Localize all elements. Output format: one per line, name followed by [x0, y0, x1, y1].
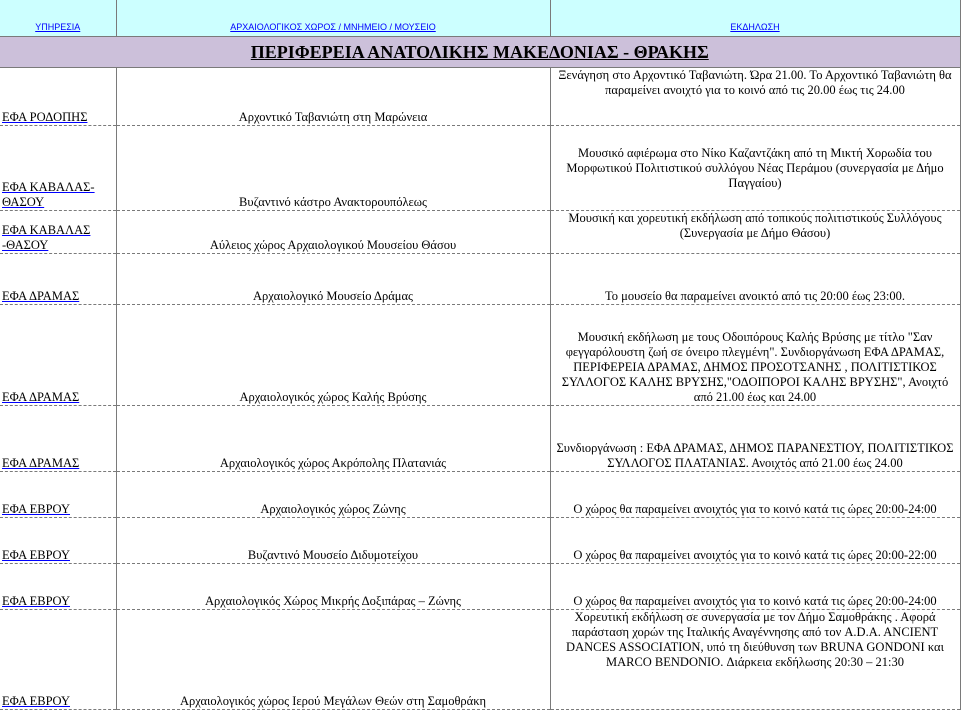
service-cell[interactable]: ΕΦΑ ΡΟΔΟΠΗΣ [0, 68, 116, 126]
site-cell[interactable]: Αρχαιολογικός χώρος Ακρόπολης Πλατανιάς [116, 406, 550, 472]
event-cell[interactable]: Ο χώρος θα παραμείνει ανοιχτός για το κοινό κατά τις ώρες 20:00-24:00 [550, 472, 960, 518]
site-cell[interactable]: Αρχοντικό Ταβανιώτη στη Μαρώνεια [116, 68, 550, 126]
table-row [0, 518, 960, 564]
site-cell[interactable]: Αρχαιολογικός χώρος Ιερού Μεγάλων Θεών στη Σαμοθράκη [116, 610, 550, 710]
table-row [0, 68, 960, 126]
site-cell[interactable]: Αρχαιολογικός χώρος Καλής Βρύσης [116, 305, 550, 406]
service-cell[interactable]: ΕΦΑ ΔΡΑΜΑΣ [0, 254, 116, 305]
event-cell[interactable]: Μουσικό αφιέρωμα στο Νίκο Καζαντζάκη από τη Μικτή Χορωδία του Μορφωτικού Πολιτιστικού συλλόγου Νέας Περάμου (συνεργασία με Δήμο Παγγαίου) [550, 126, 960, 211]
site-cell[interactable]: Αρχαιολογικός Χώρος Μικρής Δοξιπάρας – Ζώνης [116, 564, 550, 610]
site-cell[interactable]: Αρχαιολογικό Μουσείο Δράμας [116, 254, 550, 305]
event-cell[interactable]: Χορευτική εκδήλωση σε συνεργασία με τον Δήμο Σαμοθράκης . Αφορά παράσταση χορών της Ιταλικής Αναγέννησης από τον A.D.A. ANCIENT DANCES ASSOCIATION, υπό τη διεύθυνση των BRUNA GONDONI και MARCO BENDONIO. Διάρκεια εκδήλωσης 20:30 – 21:30 [550, 610, 960, 710]
event-cell[interactable]: Το μουσείο θα παραμείνει ανοικτό από τις 20:00 έως 23:00. [550, 254, 960, 305]
service-cell[interactable]: ΕΦΑ ΚΑΒΑΛΑΣ-ΘΑΣΟΥ [0, 126, 116, 211]
site-cell[interactable]: Αρχαιολογικός χώρος Ζώνης [116, 472, 550, 518]
region-row [0, 37, 960, 68]
site-cell[interactable]: Βυζαντινό Μουσείο Διδυμοτείχου [116, 518, 550, 564]
header-event[interactable]: ΕΚΔΗΛΩΣΗ [550, 0, 960, 37]
header-site[interactable]: ΑΡΧΑΙΟΛΟΓΙΚΟΣ ΧΩΡΟΣ / ΜΝΗΜΕΙΟ / ΜΟΥΣΕΙΟ [116, 0, 550, 37]
event-cell[interactable]: Μουσική και χορευτική εκδήλωση από τοπικούς πολιτιστικούς Συλλόγους (Συνεργασία με Δήμο Θάσου) [550, 211, 960, 254]
event-cell[interactable]: Συνδιοργάνωση : ΕΦΑ ΔΡΑΜΑΣ, ΔΗΜΟΣ ΠΑΡΑΝΕΣΤΙΟΥ, ΠΟΛΙΤΙΣΤΙΚΟΣ ΣΥΛΛΟΓΟΣ ΠΛΑΤΑΝΙΑΣ. Ανοιχτός από 21.00 έως 24.00 [550, 406, 960, 472]
region-title[interactable]: ΠΕΡΙΦΕΡΕΙΑ ΑΝΑΤΟΛΙΚΗΣ ΜΑΚΕΔΟΝΙΑΣ - ΘΡΑΚΗΣ [0, 37, 960, 68]
event-cell[interactable]: Ο χώρος θα παραμείνει ανοιχτός για το κοινό κατά τις ώρες 20:00-22:00 [550, 518, 960, 564]
service-cell[interactable]: ΕΦΑ ΔΡΑΜΑΣ [0, 406, 116, 472]
table-row [0, 564, 960, 610]
event-cell[interactable]: Ο χώρος θα παραμείνει ανοιχτός για το κοινό κατά τις ώρες 20:00-24:00 [550, 564, 960, 610]
table-header-row [0, 0, 960, 37]
table-row [0, 305, 960, 406]
site-cell[interactable]: Αύλειος χώρος Αρχαιολογικού Μουσείου Θάσου [116, 211, 550, 254]
table-row [0, 610, 960, 710]
service-cell[interactable]: ΕΦΑ ΕΒΡΟΥ [0, 518, 116, 564]
header-service[interactable]: ΥΠΗΡΕΣΙΑ [0, 0, 116, 37]
service-cell[interactable]: ΕΦΑ ΕΒΡΟΥ [0, 610, 116, 710]
event-cell[interactable]: Μουσική εκδήλωση με τους Οδοιπόρους Καλής Βρύσης με τίτλο "Σαν φεγγαρόλουστη ζωή σε όνειρο πλεγμένη". Συνδιοργάνωση ΕΦΑ ΔΡΑΜΑΣ, ΠΕΡΙΦΕΡΕΙΑ ΔΡΑΜΑΣ, ΔΗΜΟΣ ΠΡΟΣΟΤΣΑΝΗΣ , ΠΟΛΙΤΙΣΤΙΚΟΣ ΣΥΛΛΟΓΟΣ ΚΑΛΗΣ ΒΡΥΣΗΣ,"ΟΔΟΙΠΟΡΟΙ ΚΑΛΗΣ ΒΡΥΣΗΣ", Ανοιχτό από 21.00 έως και 24.00 [550, 305, 960, 406]
service-cell[interactable]: ΕΦΑ ΔΡΑΜΑΣ [0, 305, 116, 406]
table-row [0, 126, 960, 211]
service-cell[interactable]: ΕΦΑ ΕΒΡΟΥ [0, 472, 116, 518]
table-row [0, 254, 960, 305]
service-cell[interactable]: ΕΦΑ ΚΑΒΑΛΑΣ -ΘΑΣΟΥ [0, 211, 116, 254]
table-row [0, 211, 960, 254]
event-cell[interactable]: Ξενάγηση στο Αρχοντικό Ταβανιώτη. Ώρα 21.00. Το Αρχοντικό Ταβανιώτη θα παραμείνει ανοιχτό για το κοινό από τις 20.00 έως τις 24.00 [550, 68, 960, 126]
site-cell[interactable]: Βυζαντινό κάστρο Ανακτορουπόλεως [116, 126, 550, 211]
table-row [0, 406, 960, 472]
table-row [0, 472, 960, 518]
service-cell[interactable]: ΕΦΑ ΕΒΡΟΥ [0, 564, 116, 610]
